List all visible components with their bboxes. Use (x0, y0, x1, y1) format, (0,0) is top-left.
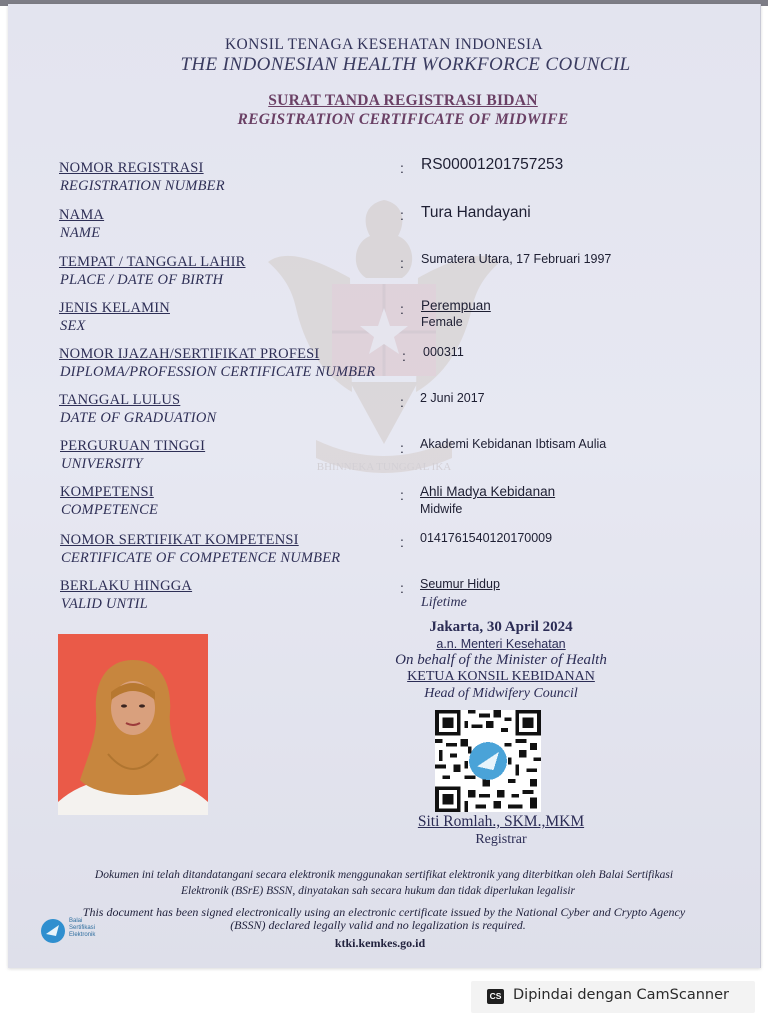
certificate-title-id: SURAT TANDA REGISTRASI BIDAN (268, 92, 538, 109)
field-colon: : (402, 348, 406, 364)
field-colon: : (400, 440, 404, 456)
bsre-logo-line: Sertifikasi (69, 925, 96, 931)
field-colon: : (400, 160, 404, 176)
field-label: JENIS KELAMIN (59, 300, 170, 316)
holder-portrait (58, 634, 208, 815)
diploma-number-value: 000311 (423, 345, 464, 359)
field-colon: : (400, 487, 404, 503)
council-name-id: KONSIL TENAGA KESEHATAN INDONESIA (224, 36, 544, 53)
field-label-en: VALID UNTIL (61, 596, 148, 612)
disclaimer-en-line1: This document has been signed electronically using an electronic certificate issued by the National Cyber and Crypto Agency (82, 905, 686, 919)
on-behalf-en: On behalf of the Minister of Health (395, 652, 607, 668)
bsre-logo-icon (40, 918, 66, 944)
field-label: TANGGAL LULUS (59, 392, 181, 408)
signature-qr-code (435, 710, 541, 812)
signer-role: Registrar (475, 832, 527, 847)
field-colon: : (400, 534, 404, 550)
name-value: Tura Handayani (421, 204, 531, 221)
field-label-en: DATE OF GRADUATION (60, 410, 217, 426)
certificate-title-en: REGISTRATION CERTIFICATE OF MIDWIFE (237, 111, 569, 128)
certificate-document (8, 4, 761, 968)
signing-place-date: Jakarta, 30 April 2024 (429, 619, 573, 635)
field-colon: : (400, 580, 404, 596)
camscanner-label: Dipindai dengan CamScanner (513, 987, 730, 1003)
field-label-en: NAME (60, 225, 101, 241)
field-label: TEMPAT / TANGGAL LAHIR (59, 254, 246, 270)
camscanner-badge (471, 981, 755, 1013)
field-colon: : (400, 207, 404, 223)
on-behalf-id: a.n. Menteri Kesehatan (436, 637, 566, 651)
birth-place-date-value: Sumatera Utara, 17 Februari 1997 (421, 252, 612, 266)
sex-value-en: Female (421, 315, 463, 329)
competence-value: Ahli Madya Kebidanan (420, 484, 556, 499)
field-label: NAMA (59, 207, 105, 223)
field-label: NOMOR IJAZAH/SERTIFIKAT PROFESI (59, 346, 320, 362)
holder-photo (58, 634, 208, 815)
bsre-logo-line: Elektronik (69, 932, 96, 938)
field-label-en: REGISTRATION NUMBER (60, 178, 225, 194)
field-colon: : (400, 255, 404, 271)
bsre-logo-line: Balai (69, 918, 83, 924)
field-label-en: PLACE / DATE OF BIRTH (60, 272, 224, 288)
field-label-en: DIPLOMA/PROFESSION CERTIFICATE NUMBER (60, 364, 376, 380)
valid-until-value: Seumur Hidup (420, 577, 500, 591)
university-value: Akademi Kebidanan Ibtisam Aulia (420, 437, 607, 451)
signer-position-en: Head of Midwifery Council (424, 686, 578, 701)
field-colon: : (400, 301, 404, 317)
field-label: KOMPETENSI (60, 484, 154, 500)
camscanner-icon: CS (487, 989, 504, 1004)
field-label: NOMOR SERTIFIKAT KOMPETENSI (60, 532, 299, 548)
seal-motto: BHINNEKA TUNGGAL IKA (316, 461, 452, 473)
field-label-en: SEX (60, 318, 86, 334)
field-label-en: CERTIFICATE OF COMPETENCE NUMBER (61, 550, 341, 566)
valid-until-value-en: Lifetime (421, 595, 467, 610)
field-label-en: COMPETENCE (61, 502, 159, 518)
field-label: PERGURUAN TINGGI (60, 438, 206, 454)
signer-position-id: KETUA KONSIL KEBIDANAN (407, 669, 595, 684)
disclaimer-id-line1: Dokumen ini telah ditandatangani secara elektronik menggunakan sertifikat elektronik yang diterbitkan oleh Balai Sertifikasi (94, 869, 674, 881)
signer-name: Siti Romlah., SKM.,MKM (417, 813, 585, 830)
registration-number-value: RS00001201757253 (421, 156, 564, 173)
field-label: BERLAKU HINGGA (60, 578, 193, 594)
bsre-logo (40, 917, 120, 947)
competence-certificate-number-value: 0141761540120170009 (420, 531, 553, 545)
website-link[interactable]: ktki.kemkes.go.id (334, 936, 426, 950)
competence-value-en: Midwife (420, 502, 463, 516)
field-label-en: UNIVERSITY (61, 456, 143, 472)
sex-value: Perempuan (421, 298, 491, 313)
council-name-en: THE INDONESIAN HEALTH WORKFORCE COUNCIL (180, 54, 631, 75)
disclaimer-en-line2: (BSSN) declared legally valid and no legalization is required. (230, 918, 526, 932)
graduation-date-value: 2 Juni 2017 (420, 391, 485, 405)
disclaimer-id-line2: Elektronik (BSrE) BSSN, dinyatakan sah secara hukum dan tidak diperlukan legalisir (180, 885, 576, 897)
field-label: NOMOR REGISTRASI (59, 160, 204, 176)
field-colon: : (400, 394, 404, 410)
